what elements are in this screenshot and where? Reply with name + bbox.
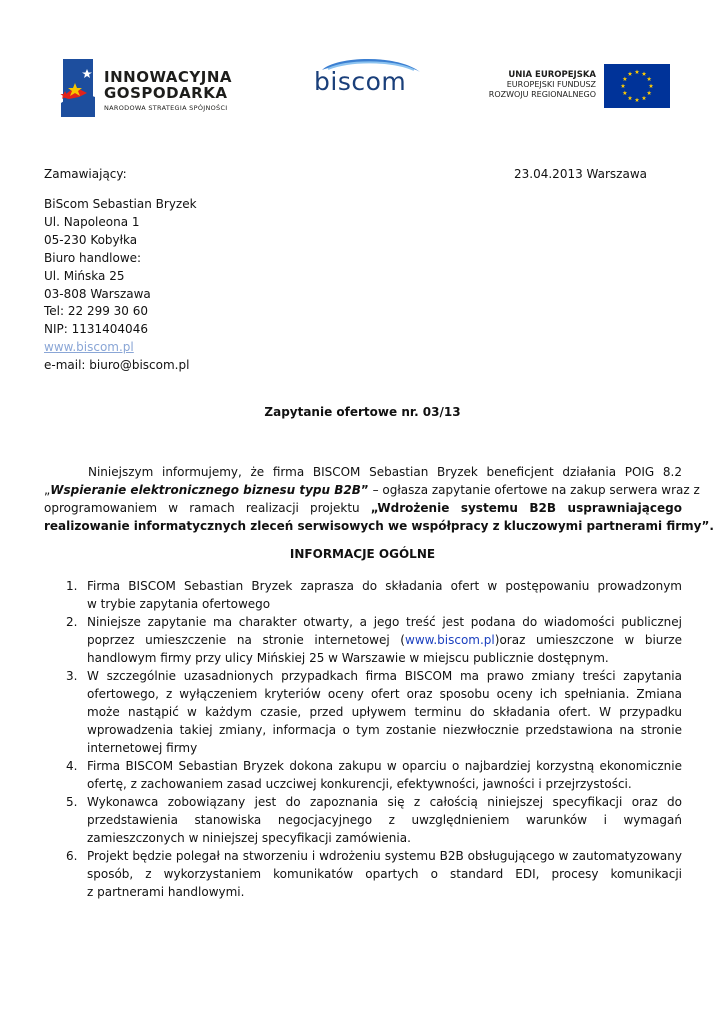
eu-line3: ROZWOJU REGIONALNEGO bbox=[488, 90, 596, 99]
ig-line3: NARODOWA STRATEGIA SPÓJNOŚCI bbox=[104, 104, 228, 112]
ig-line1: INNOWACYJNA bbox=[104, 68, 233, 86]
intro-line4: realizowanie informatycznych zleceń serwisowych we współpracy z kluczowymi partnerami firmy”. bbox=[44, 519, 714, 533]
list-item: 6. Projekt będzie polegał na stworzeniu i wdrożeniu systemu B2B obsługującego w zautomatyzowany sposób, z wykorzystaniem komunikatów opartych o standard EDI, procesy komunikacji z partnerami handlowymi. bbox=[66, 849, 682, 899]
address-city: 05-230 Kobyłka bbox=[44, 233, 138, 247]
website-link[interactable]: www.biscom.pl bbox=[44, 340, 134, 354]
orderer-label: Zamawiający: bbox=[44, 167, 127, 181]
list-item: 2. Niniejsze zapytanie ma charakter otwarty, a jego treść jest podana do wiadomości publicznej poprzez umieszczenie na stronie internetowej (www.biscom.pl)oraz umieszczone w biurze handlowym firmy przy ulicy Mińskiej 25 w Warszawie w miejscu publicznie dostępnym. bbox=[66, 615, 683, 665]
ig-flag-icon bbox=[57, 57, 97, 119]
list-item: 3. W szczególnie uzasadnionych przypadkach firma BISCOM ma prawo zmiany treści zapytania ofertowego, z wyłączeniem kryteriów oceny ofert oraz sposobu oceny ich spełniania. Zmiana może nastąpić w każdym czasie, przed upływem terminu do składania ofert. W przypadku wprowadzenia takiej zmiany, informacja o tym zostanie niezwłocznie przedstawiona na stronie internetowej firmy bbox=[66, 669, 682, 755]
section-title: INFORMACJE OGÓLNE bbox=[289, 547, 436, 561]
nip: NIP: 1131404046 bbox=[44, 322, 148, 336]
unia-europejska-logo bbox=[480, 64, 670, 110]
document-title: Zapytanie ofertowe nr. 03/13 bbox=[264, 405, 461, 419]
innowacyjna-gospodarka-logo bbox=[57, 57, 257, 121]
list-item: 1. Firma BISCOM Sebastian Bryzek zaprasza do składania ofert w postępowaniu prowadzonym w trybie zapytania ofertowego bbox=[66, 579, 682, 611]
info-list bbox=[44, 577, 682, 901]
biscom-wordmark: biscom bbox=[314, 67, 407, 96]
intro-line3: oprogramowaniem w ramach realizacji projektu „Wdrożenie systemu B2B usprawniającego bbox=[44, 501, 682, 515]
office-label: Biuro handlowe: bbox=[44, 251, 142, 265]
eu-line2: EUROPEJSKI FUNDUSZ bbox=[506, 80, 596, 89]
ig-line2: GOSPODARKA bbox=[104, 84, 228, 102]
date-place: 23.04.2013 Warszawa bbox=[514, 167, 647, 181]
list-item: 4. Firma BISCOM Sebastian Bryzek dokona zakupu w oparciu o najbardziej korzystną ekonomicznie ofertę, z zachowaniem zasad uczciwej konkurencji, efektywności, jawności i przejrzystości. bbox=[66, 759, 682, 791]
intro-line2: „Wspieranie elektronicznego biznesu typu B2B” – ogłasza zapytanie ofertowe na zakup serwera wraz z bbox=[44, 483, 700, 497]
intro-line1: Niniejszym informujemy, że firma BISCOM Sebastian Bryzek beneficjent działania POIG 8.2 bbox=[88, 465, 682, 479]
phone: Tel: 22 299 30 60 bbox=[44, 304, 149, 318]
office-city: 03-808 Warszawa bbox=[44, 287, 151, 301]
list-item: 5. Wykonawca zobowiązany jest do zapoznania się z całością niniejszej specyfikacji oraz do przedstawienia stanowiska negocjacyjnego z uwzględnieniem warunków i wymagań zamieszczonych w niniejszej specyfikacji zamówienia. bbox=[66, 795, 682, 845]
address-company: BiScom Sebastian Bryzek bbox=[44, 197, 197, 211]
biscom-logo bbox=[308, 54, 428, 104]
address-street: Ul. Napoleona 1 bbox=[44, 215, 140, 229]
office-street: Ul. Mińska 25 bbox=[44, 269, 125, 283]
email: e-mail: biuro@biscom.pl bbox=[44, 358, 190, 372]
list-website-link[interactable]: www.biscom.pl bbox=[405, 633, 495, 647]
intro-paragraph bbox=[44, 463, 714, 535]
eu-flag-icon bbox=[604, 64, 670, 108]
eu-line1: UNIA EUROPEJSKA bbox=[508, 70, 596, 80]
